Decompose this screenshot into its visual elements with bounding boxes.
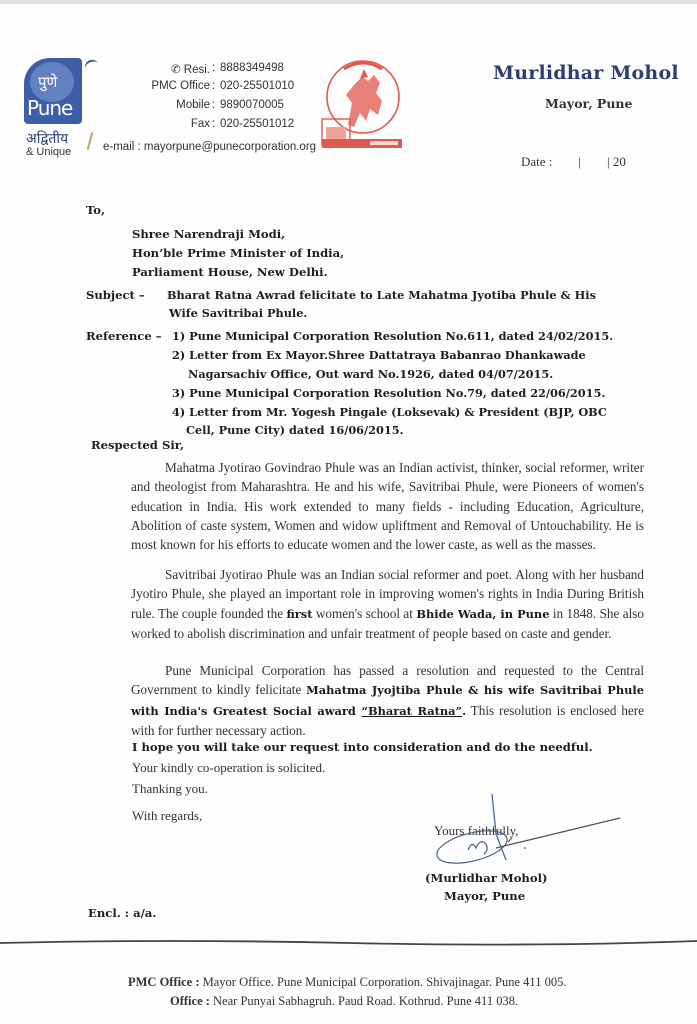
contact-label: ✆ Resi. (170, 64, 210, 76)
paragraph-text: in 1848. She also worked to abolish discrimination and unfair treatment of people based on caste and gender. (131, 605, 644, 641)
request-line: I hope you will take our request into consideration and do the needful. (132, 740, 593, 754)
emphasis-text: . (462, 703, 467, 718)
date-label: Date : (521, 154, 553, 169)
footer-divider (0, 936, 697, 950)
regards-line: With regards, (132, 808, 203, 823)
shivaji-emblem-icon (318, 55, 402, 153)
letterhead-mayor-name: Murlidhar Mohol (493, 62, 679, 84)
recipient-line: Parliament House, New Delhi. (132, 265, 328, 279)
logo-tagline-english: & Unique (26, 146, 72, 158)
bird-icon (83, 58, 99, 70)
letterhead-mayor-title: Mayor, Pune (545, 96, 633, 111)
email-line (103, 141, 316, 153)
contact-label: PMC Office (151, 80, 210, 92)
reference-item-2-cont: Nagarsachiv Office, Out ward No.1926, dated 04/07/2015. (188, 367, 554, 381)
subject-line: Wife Savitribai Phule. (169, 306, 308, 320)
recipient-line: Hon’ble Prime Minister of India, (132, 246, 345, 260)
contact-label: Mobile (176, 99, 210, 111)
signatory-title: Mayor, Pune (444, 889, 526, 903)
paragraph-text: women's school at (312, 605, 417, 621)
scan-top-edge (0, 0, 697, 4)
emphasis-text: Mahatma Jyojtiba Phule & his wife Savitribai Phule with India's Greatest Social award (131, 683, 644, 718)
paragraph-text: This resolution is enclosed here with for further necessary action. (131, 702, 644, 738)
contact-value: 020-25501012 (220, 118, 295, 130)
body-paragraph-1 (131, 458, 644, 554)
thanks-line: Thanking you. (132, 781, 208, 796)
signatory-name: (Murlidhar Mohol) (425, 871, 548, 885)
award-name: “Bharat Ratna” (361, 703, 463, 718)
contact-sep: : (212, 80, 216, 92)
footer-line-2 (170, 994, 518, 1009)
emphasis-text: Bhide Wada, in Pune (416, 606, 550, 621)
yours-faithfully: Yours faithfully, (434, 823, 519, 838)
salutation: Respected Sir, (91, 438, 185, 452)
decorative-stroke (87, 132, 94, 150)
reference-item-1: 1) Pune Municipal Corporation Resolution No.611, dated 24/02/2015. (172, 329, 614, 343)
cooperation-line: Your kindly co-operation is solicited. (132, 760, 326, 775)
emphasis-text: first (286, 606, 313, 621)
paragraph-text: Savitribai Jyotirao Phule was an Indian social reformer and poet. Along with her husband Jyotiro Phule, she played an important role in improving women's rights in India During British rule. The couple founded the (131, 567, 644, 621)
contact-value: 020-25501010 (220, 80, 295, 92)
contact-value: 9890070005 (220, 99, 284, 111)
paragraph-text: Mahatma Jyotirao Govindrao Phule was an Indian activist, thinker, social reformer, writer and theologist from Maharashtra. He and his wife, Savitribai Phule, were Pioneers of women's education in India. His work extended to many fields - including Education, Agriculture, Abolition of caste system, Women and widow upliftment and Removal of Untouchability. He is most known for his efforts to educate women and the lower caste, as well as the masses. (131, 460, 644, 553)
contact-sep: : (212, 62, 216, 74)
logo-tagline-devanagari: अद्वितीय (26, 131, 69, 147)
email-label: e-mail : (103, 141, 141, 153)
contact-value: 8888349498 (220, 62, 284, 74)
footer-label: Office : (170, 994, 210, 1008)
body-paragraph-2 (131, 565, 644, 643)
signature-icon (420, 790, 630, 880)
date-value: | | 20 (578, 154, 626, 169)
reference-item-4-cont: Cell, Pune City) dated 16/06/2015. (186, 423, 404, 437)
date-field (521, 154, 626, 170)
contact-label: Fax (190, 118, 210, 130)
reference-item-2: 2) Letter from Ex Mayor.Shree Dattatraya Babanrao Dhankawade (172, 348, 586, 362)
subject-line: Bharat Ratna Awrad felicitate to Late Mahatma Jyotiba Phule & His (167, 288, 596, 302)
subject-label: Subject – (86, 288, 145, 302)
contact-sep: : (212, 118, 216, 130)
reference-item-3: 3) Pune Municipal Corporation Resolution No.79, dated 22/06/2015. (172, 386, 606, 400)
enclosure-note: Encl. : a/a. (88, 906, 157, 920)
contact-sep: : (212, 99, 216, 111)
pune-logo (24, 58, 82, 124)
reference-label: Reference – (86, 329, 162, 343)
to-label: To, (86, 203, 106, 217)
footer-address: Mayor Office. Pune Municipal Corporation. Shivajinagar. Pune 411 005. (202, 975, 567, 989)
body-paragraph-3 (131, 661, 644, 740)
logo-english: Pune (27, 96, 73, 120)
recipient-line: Shree Narendraji Modi, (132, 227, 286, 241)
logo-devanagari: पुणे (38, 73, 58, 91)
paragraph-text: Pune Municipal Corporation has passed a resolution and requested to the Central Government to kindly felicitate (131, 663, 644, 698)
footer-label: PMC Office : (128, 975, 200, 989)
footer-line-1 (128, 975, 566, 990)
email-address[interactable]: mayorpune@punecorporation.org (143, 141, 317, 153)
footer-address: Near Punyai Sabhagruh. Paud Road. Kothrud. Pune 411 038. (213, 994, 519, 1008)
reference-item-4: 4) Letter from Mr. Yogesh Pingale (Loksevak) & President (BJP, OBC (172, 405, 607, 419)
